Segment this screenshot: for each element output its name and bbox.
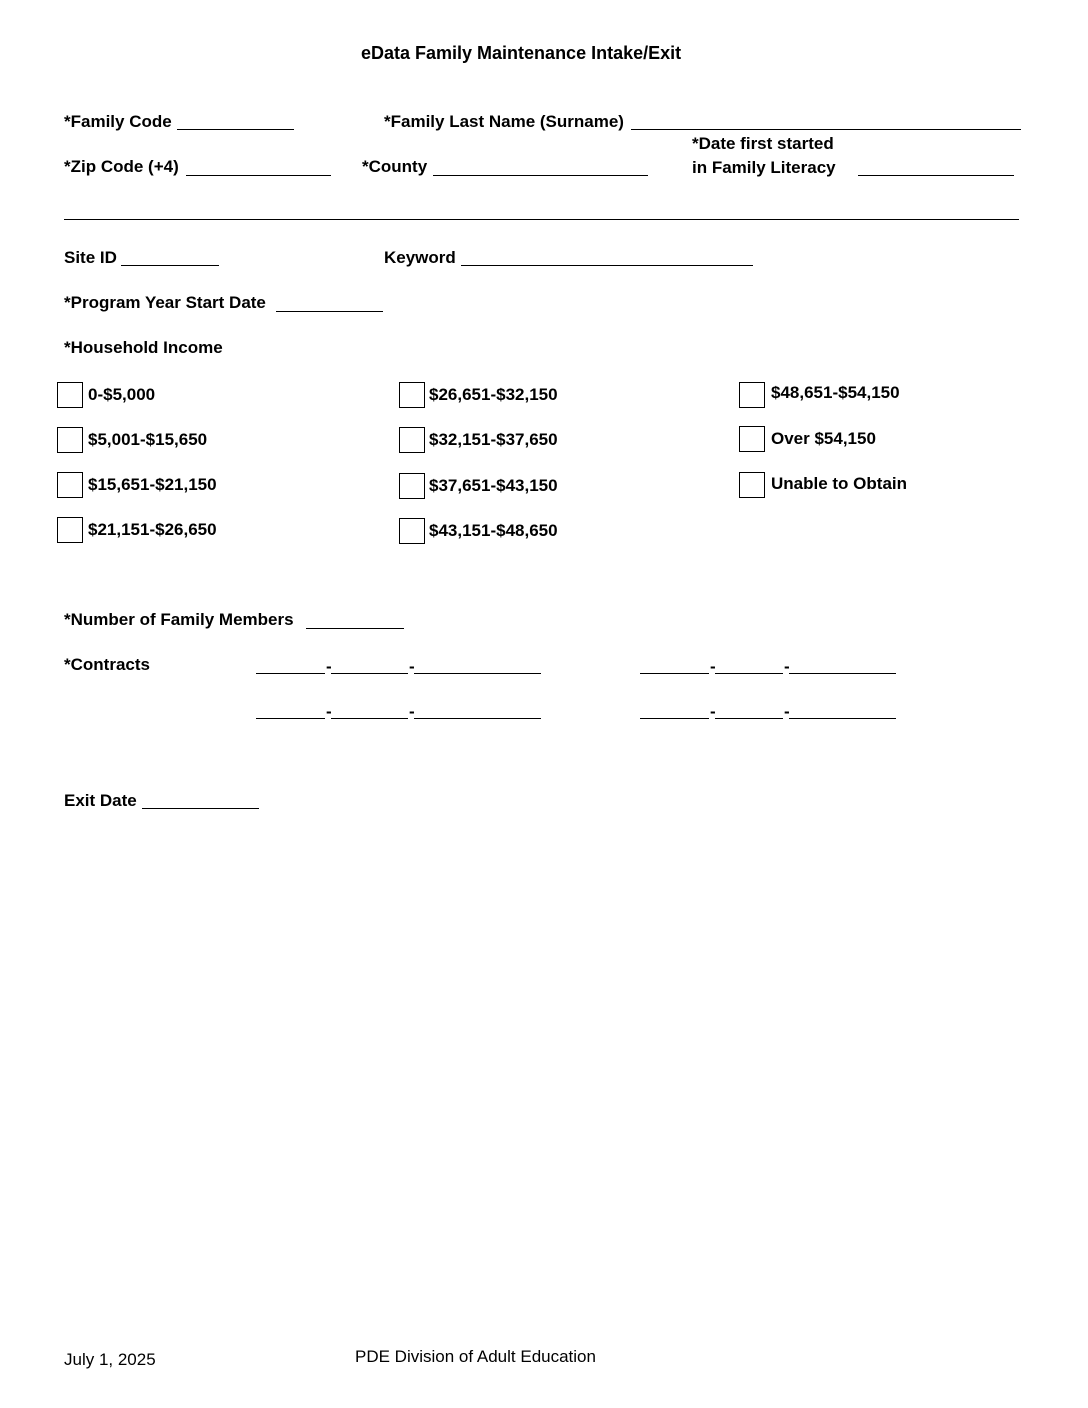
date-first-started-field[interactable]	[858, 175, 1014, 176]
family-last-name-field[interactable]	[631, 129, 1021, 130]
income-option-label: $37,651-$43,150	[429, 476, 558, 495]
county-field[interactable]	[433, 175, 648, 176]
income-option-label: $21,151-$26,650	[88, 520, 217, 539]
income-option-label: 0-$5,000	[88, 385, 156, 404]
contract-separator: -	[784, 657, 790, 676]
income-checkbox-43151-48650[interactable]	[399, 518, 425, 544]
contract-segment[interactable]	[414, 673, 541, 674]
income-checkbox-5001-15650[interactable]	[57, 427, 83, 453]
contract-segment[interactable]	[331, 673, 408, 674]
number-of-family-members-field[interactable]	[306, 628, 404, 629]
number-of-family-members-label: *Number of Family Members	[64, 610, 294, 629]
income-checkbox-unable-to-obtain[interactable]	[739, 472, 765, 498]
contract-separator: -	[710, 657, 716, 676]
income-checkbox-48651-54150[interactable]	[739, 382, 765, 408]
contract-separator: -	[409, 657, 415, 676]
keyword-field[interactable]	[461, 265, 753, 266]
contract-separator: -	[710, 702, 716, 721]
footer-date: July 1, 2025	[64, 1350, 156, 1369]
household-income-label: *Household Income	[64, 338, 223, 357]
contract-segment[interactable]	[715, 673, 783, 674]
family-code-label: *Family Code	[64, 112, 172, 131]
zip-code-label: *Zip Code (+4)	[64, 157, 179, 176]
date-first-started-label-line1: *Date first started	[692, 134, 834, 153]
contract-segment[interactable]	[256, 718, 325, 719]
zip-code-field[interactable]	[186, 175, 331, 176]
income-option-label: Unable to Obtain	[771, 474, 907, 493]
contract-segment[interactable]	[789, 718, 896, 719]
income-option-label: $48,651-$54,150	[771, 383, 900, 402]
contract-separator: -	[326, 657, 332, 676]
contract-separator: -	[784, 702, 790, 721]
income-option-label: $43,151-$48,650	[429, 521, 558, 540]
date-first-started-label-line2: in Family Literacy	[692, 158, 836, 177]
contracts-label: *Contracts	[64, 655, 150, 674]
contract-segment[interactable]	[789, 673, 896, 674]
program-year-start-label: *Program Year Start Date	[64, 293, 266, 312]
contract-segment[interactable]	[640, 718, 709, 719]
contract-segment[interactable]	[331, 718, 408, 719]
family-last-name-label: *Family Last Name (Surname)	[384, 112, 624, 131]
income-checkbox-37651-43150[interactable]	[399, 473, 425, 499]
family-code-field[interactable]	[177, 129, 294, 130]
footer-org: PDE Division of Adult Education	[355, 1347, 596, 1366]
keyword-label: Keyword	[384, 248, 456, 267]
income-option-label: Over $54,150	[771, 429, 876, 448]
income-checkbox-26651-32150[interactable]	[399, 382, 425, 408]
page-title: eData Family Maintenance Intake/Exit	[361, 43, 682, 63]
income-option-label: $26,651-$32,150	[429, 385, 558, 404]
income-option-label: $32,151-$37,650	[429, 430, 558, 449]
contract-segment[interactable]	[256, 673, 325, 674]
exit-date-field[interactable]	[142, 808, 259, 809]
county-label: *County	[362, 157, 428, 176]
site-id-label: Site ID	[64, 248, 117, 267]
section-divider	[64, 219, 1019, 220]
income-checkbox-over-54150[interactable]	[739, 426, 765, 452]
contract-separator: -	[409, 702, 415, 721]
income-checkbox-15651-21150[interactable]	[57, 472, 83, 498]
income-checkbox-0-5000[interactable]	[57, 382, 83, 408]
contract-segment[interactable]	[715, 718, 783, 719]
program-year-start-field[interactable]	[276, 311, 383, 312]
site-id-field[interactable]	[121, 265, 219, 266]
contract-separator: -	[326, 702, 332, 721]
income-option-label: $15,651-$21,150	[88, 475, 217, 494]
income-checkbox-32151-37650[interactable]	[399, 427, 425, 453]
contract-segment[interactable]	[640, 673, 709, 674]
income-option-label: $5,001-$15,650	[88, 430, 208, 449]
contract-segment[interactable]	[414, 718, 541, 719]
income-checkbox-21151-26650[interactable]	[57, 517, 83, 543]
exit-date-label: Exit Date	[64, 791, 137, 810]
